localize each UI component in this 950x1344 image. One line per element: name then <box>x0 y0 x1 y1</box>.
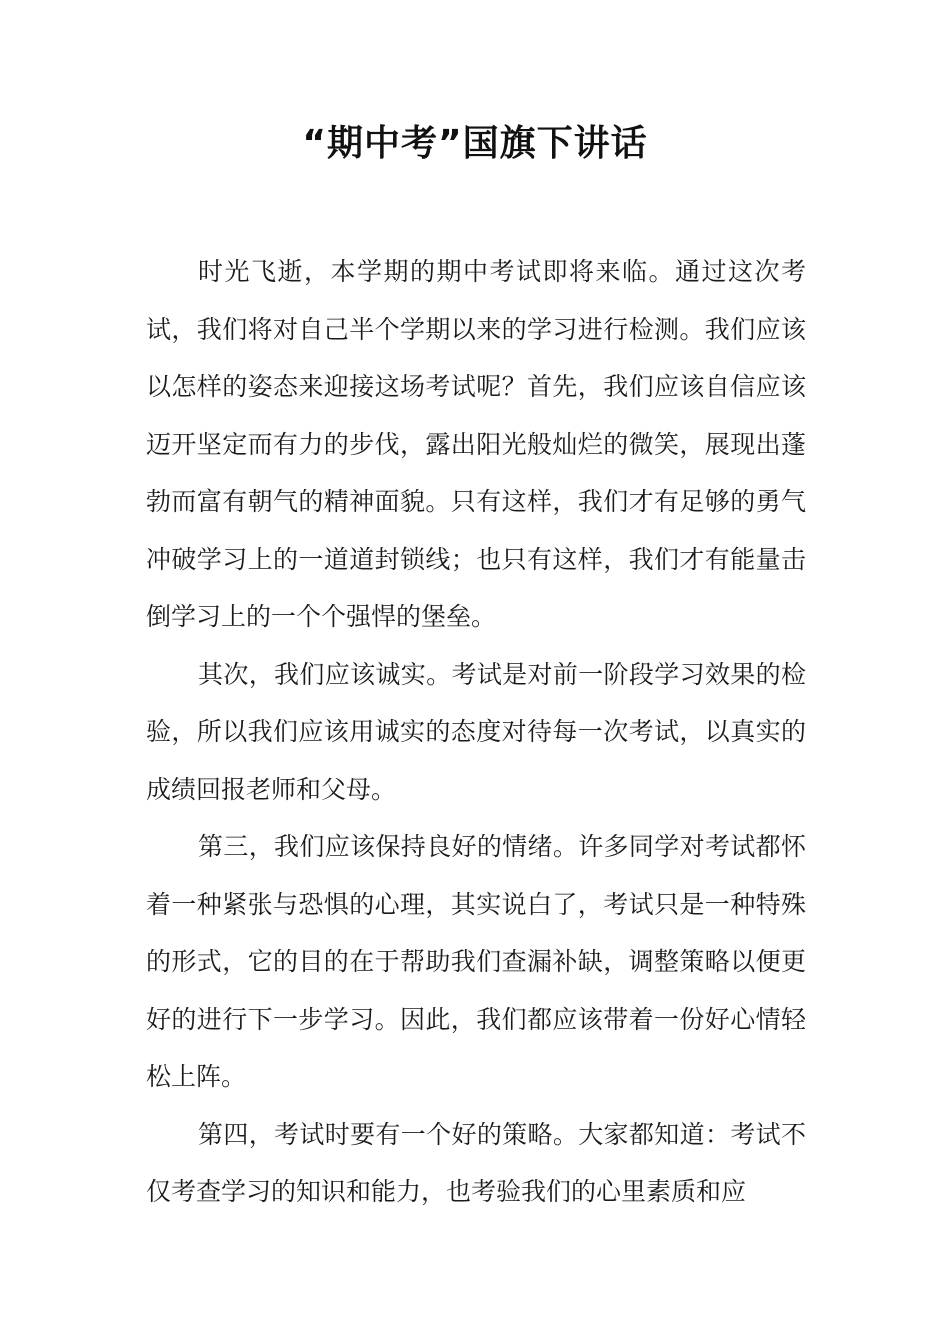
document-body <box>146 243 806 1221</box>
paragraph-2: 其次，我们应该诚实。考试是对前一阶段学习效果的检验，所以我们应该用诚实的态度对待每一次考试，以真实的成绩回报老师和父母。 <box>146 659 806 804</box>
paragraph-4: 第四，考试时要有一个好的策略。大家都知道：考试不仅考查学习的知识和能力，也考验我们的心里素质和应 <box>146 1119 806 1206</box>
paragraph-1: 时光飞逝，本学期的期中考试即将来临。通过这次考试，我们将对自己半个学期以来的学习进行检测。我们应该以怎样的姿态来迎接这场考试呢？首先，我们应该自信应该迈开坚定而有力的步伐，露出阳光般灿烂的微笑，展现出蓬勃而富有朝气的精神面貌。只有这样，我们才有足够的勇气冲破学习上的一道道封锁线；也只有这样，我们才有能量击倒学习上的一个个强悍的堡垒。 <box>146 257 806 631</box>
document-title: “期中考”国旗下讲话 <box>302 123 648 164</box>
paragraph-3: 第三，我们应该保持良好的情绪。许多同学对考试都怀着一种紧张与恐惧的心理，其实说白了，考试只是一种特殊的形式，它的目的在于帮助我们查漏补缺，调整策略以便更好的进行下一步学习。因此，我们都应该带着一份好心情轻松上阵。 <box>146 832 806 1091</box>
